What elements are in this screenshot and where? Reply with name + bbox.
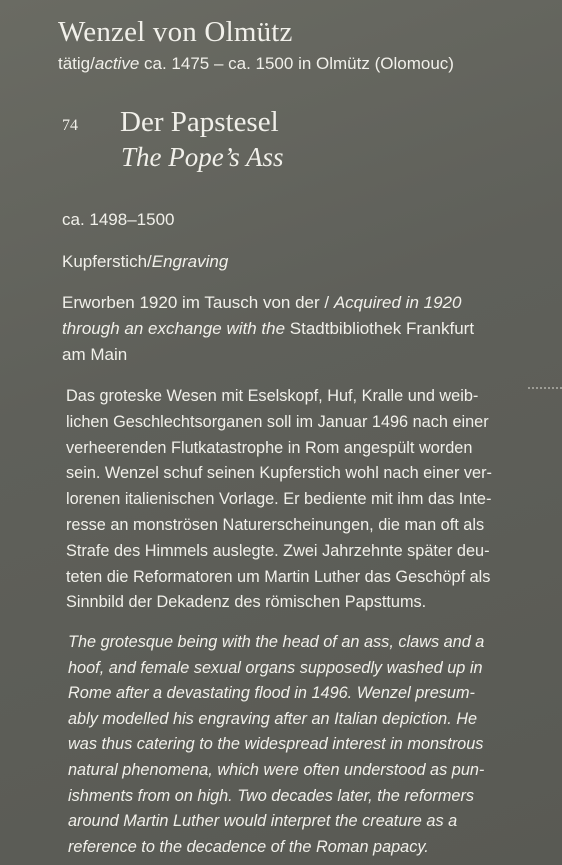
text-line: Strafe des Himmels auslegte. Zwei Jahrzehnte später deu- <box>66 541 490 560</box>
provenance-institution: Stadtbibliothek Frankfurt <box>289 319 475 338</box>
text-line: verheerenden Flutkatastrophe in Rom angespült worden <box>66 438 473 457</box>
provenance-line-1 <box>62 290 532 316</box>
active-label-de: tätig/ <box>58 54 95 73</box>
text-line: The grotesque being with the head of an ass, claws and a <box>68 633 485 651</box>
text-line: ably modelled his engraving after an Italian depiction. He <box>68 709 478 728</box>
text-line: sein. Wenzel schuf seinen Kupferstich wohl nach einer ver- <box>66 464 492 483</box>
text-line: Das groteske Wesen mit Eselskopf, Huf, Kralle und weib- <box>66 387 479 405</box>
medium-german: Kupferstich/ <box>62 252 152 271</box>
catalog-number: 74 <box>62 117 78 134</box>
text-line: around Martin Luther would interpret the creature as a <box>68 812 458 831</box>
text-line: lorenen italienischen Vorlage. Er bediente mit ihm das Inte- <box>66 490 492 509</box>
description-english <box>68 630 538 860</box>
text-line: lichen Geschlechtsorganen soll im Januar 1496 nach einer <box>66 412 489 431</box>
provenance-text-en: Acquired in 1920 <box>333 293 462 312</box>
text-line: teten die Reformatoren um Martin Luther das Geschöpf als <box>66 567 491 586</box>
text-line: Rome after a devastating flood in 1496. Wenzel presum- <box>68 684 475 703</box>
text-line: resse an monströsen Naturerscheinungen, die man oft als <box>66 515 485 534</box>
provenance-text-en-2: through an exchange with the <box>62 319 290 338</box>
title-english: The Pope’s Ass <box>121 142 284 172</box>
artwork-date: ca. 1498–1500 <box>62 210 175 229</box>
provenance <box>62 290 532 368</box>
text-line: was thus catering to the widespread interest in monstrous <box>68 735 484 754</box>
text-line: reference to the decadence of the Roman papacy. <box>68 837 429 856</box>
active-label-en: active <box>94 54 140 73</box>
text-line: hoof, and female sexual organs supposedly washed up in <box>68 658 483 677</box>
title-german: Der Papstesel <box>120 106 279 138</box>
artist-name: Wenzel von Olmütz <box>58 16 293 48</box>
text-line: natural phenomena, which were often understood as pun- <box>68 760 485 779</box>
medium-english: Engraving <box>151 252 229 271</box>
provenance-line-3: am Main <box>62 345 128 364</box>
active-period: ca. 1475 – ca. 1500 in Olmütz (Olomouc) <box>139 54 454 73</box>
provenance-text-de: Erworben 1920 im Tausch von der / <box>62 293 334 312</box>
artwork-medium <box>62 252 228 272</box>
text-line: ishments from on high. Two decades later, the reformers <box>68 786 475 805</box>
description-german <box>66 384 536 616</box>
provenance-line-2 <box>62 316 532 342</box>
text-line: Sinnbild der Dekadenz des römischen Papsttums. <box>66 593 427 612</box>
artist-activity <box>58 54 454 74</box>
